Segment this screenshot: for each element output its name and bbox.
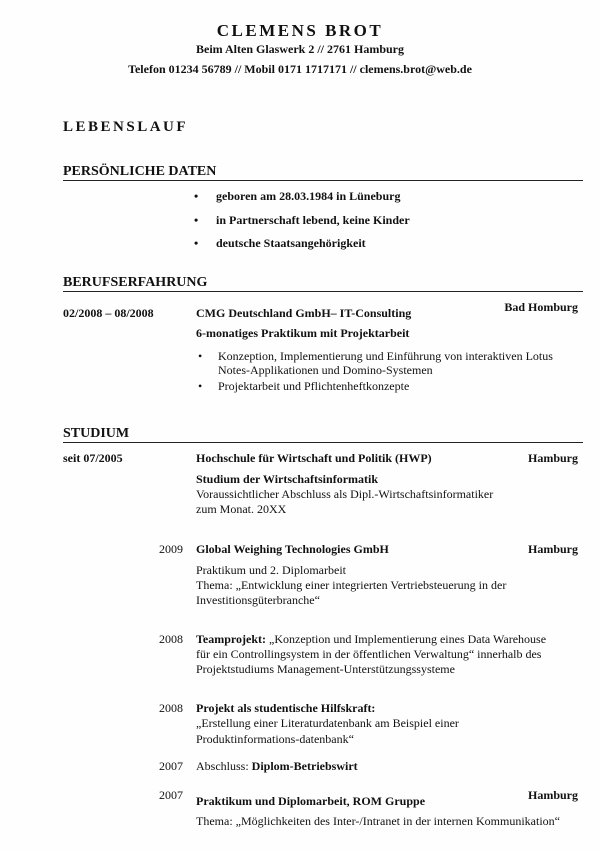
entry-location: Hamburg <box>527 542 578 556</box>
entry-location: Hamburg <box>527 788 578 802</box>
entry-year: 2008 <box>159 701 183 715</box>
work-role: 6-monatiges Praktikum mit Projektarbeit <box>196 326 410 340</box>
list-item: • Projektarbeit und Pflichtenheftkonzepte <box>198 379 410 393</box>
applicant-name: CLEMENS BROT <box>216 21 384 40</box>
bullet-icon: • <box>198 379 203 393</box>
entry-text: Thema: „Möglichkeiten des Inter-/Intranet in der internen Kommunikation“ <box>196 814 560 828</box>
entry-text: Investitionsgüterbranche“ <box>196 593 320 607</box>
study-text: zum Monat. 20XX <box>196 502 287 516</box>
entry-text: „Erstellung einer Literaturdatenbank am Beispiel einer <box>196 716 459 730</box>
document-title: LEBENSLAUF <box>63 119 189 135</box>
entry-text: Abschluss: Diplom-Betriebswirt <box>196 759 358 773</box>
study-institution: Hochschule für Wirtschaft und Politik (HWP) <box>196 451 432 465</box>
section-rule <box>63 180 583 181</box>
work-location: Bad Homburg <box>504 300 578 314</box>
entry-text: Produktinformations-datenbank“ <box>196 732 354 746</box>
section-heading-work: BERUFSERFAHRUNG <box>63 275 208 290</box>
entry-year: 2008 <box>159 632 183 646</box>
entry-year: 2007 <box>159 788 183 802</box>
list-item: • geboren am 28.03.1984 in Lüneburg <box>194 189 401 203</box>
study-subject: Studium der Wirtschaftsinformatik <box>196 472 379 486</box>
address-line: Beim Alten Glaswerk 2 // 2761 Hamburg <box>196 42 404 56</box>
entry-text: Praktikum und 2. Diplomarbeit <box>196 563 346 577</box>
list-item: • Konzeption, Implementierung und Einführung von interaktiven Lotus <box>198 349 553 363</box>
entry-text: Teamprojekt: „Konzeption und Implementierung eines Data Warehouse <box>196 632 547 646</box>
work-period: 02/2008 – 08/2008 <box>63 306 154 320</box>
bullet-icon: • <box>194 236 199 250</box>
list-item: • deutsche Staatsangehörigkeit <box>194 236 366 250</box>
section-heading-study: STUDIUM <box>63 426 130 441</box>
section-heading-personal: PERSÖNLICHE DATEN <box>63 164 217 179</box>
entry-text: Thema: „Entwicklung einer integrierten Vertriebsteuerung in der <box>196 578 507 592</box>
contact-line: Telefon 01234 56789 // Mobil 0171 1717171 // clemens.brot@web.de <box>128 62 472 76</box>
bullet-icon: • <box>194 189 199 203</box>
study-text: Voraussichtlicher Abschluss als Dipl.-Wirtschaftsinformatiker <box>196 487 494 501</box>
list-item: • in Partnerschaft lebend, keine Kinder <box>194 213 410 227</box>
entry-year: 2009 <box>159 542 183 556</box>
bullet-icon: • <box>198 349 203 363</box>
entry-company: Global Weighing Technologies GmbH <box>196 542 389 556</box>
bullet-icon: • <box>194 213 199 227</box>
section-rule <box>63 291 583 292</box>
entry-title: Projekt als studentische Hilfskraft: <box>196 701 376 715</box>
work-company: CMG Deutschland GmbH– IT-Consulting <box>196 306 412 320</box>
entry-text: Projektstudiums Management-Unterstützungssysteme <box>196 662 455 676</box>
list-item-continuation: Notes-Applikationen und Domino-Systemen <box>218 363 433 377</box>
study-period: seit 07/2005 <box>63 451 123 465</box>
section-rule <box>63 442 583 443</box>
entry-text: für ein Controllingsystem in der öffentlichen Verwaltung“ innerhalb des <box>196 647 542 661</box>
entry-year: 2007 <box>159 759 183 773</box>
entry-title: Praktikum und Diplomarbeit, ROM Gruppe <box>196 794 426 808</box>
study-location: Hamburg <box>527 451 578 465</box>
